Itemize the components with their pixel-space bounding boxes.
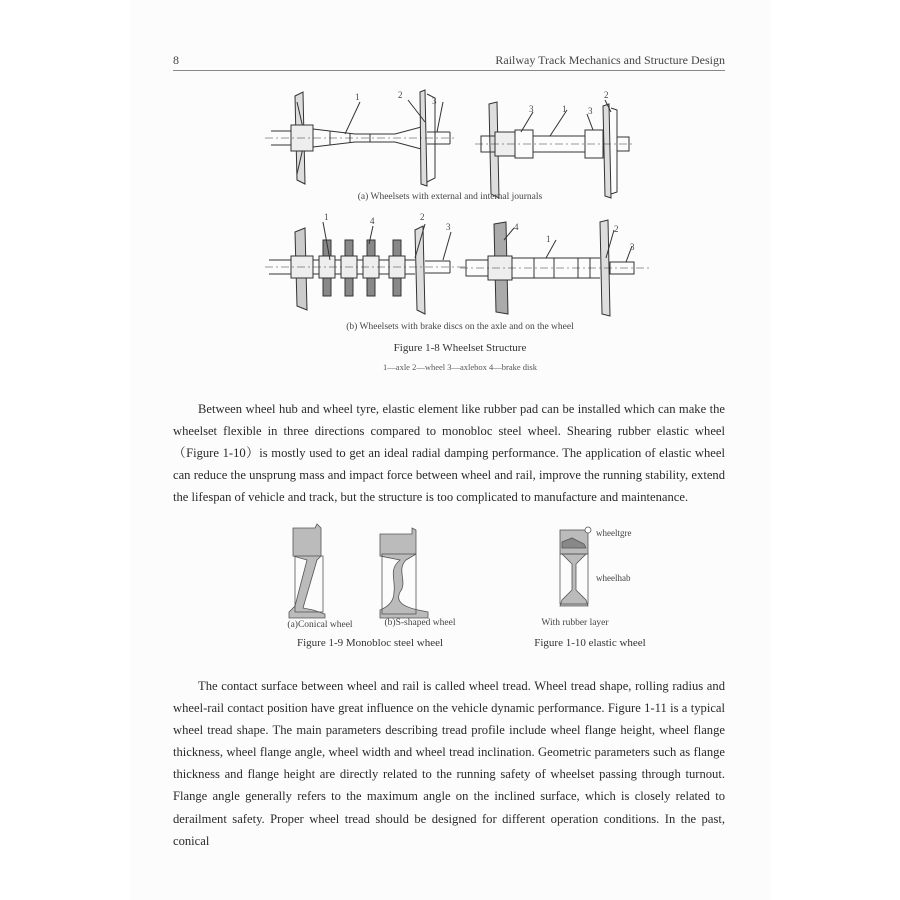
figure-1-8b-caption: (b) Wheelsets with brake discs on the axle and on the wheel [346, 322, 574, 332]
figure-1-9a-caption: (a)Conical wheel [287, 620, 353, 630]
s-shaped-wheel-drawing [378, 530, 433, 620]
callout-label: 2 [604, 90, 609, 100]
callout-label: 3 [446, 222, 451, 232]
paragraph-text: Between wheel hub and wheel tyre, elastic element like rubber pad can be installed which can make the wheelset flexible in three directions compared to monobloc steel wheel. Shearing rubber elastic wheel（Figure 1-10）is mostly used to get an ideal radial damping performance. The application of elastic wheel can reduce the unsprung mass and impact force between wheel and rail, improve the running stability, extend the lifespan of vehicle and track, but the structure is too complicated to manufacture and maintenance. [173, 402, 725, 505]
figure-1-8a-caption: (a) Wheelsets with external and internal journals [357, 192, 543, 202]
wheel-tyre-label: wheeltgre [596, 528, 632, 538]
figure-1-8-title: Figure 1-8 Wheelset Structure [393, 342, 527, 354]
page-header [173, 52, 725, 71]
figure-1-10-title: Figure 1-10 elastic wheel [534, 637, 646, 649]
elastic-wheel-drawing [558, 528, 594, 608]
callout-label: 1 [562, 104, 567, 114]
wheelset-axle-brake-discs-drawing [265, 220, 465, 316]
wheelset-external-journal-drawing [265, 88, 455, 188]
callout-label: 1 [324, 212, 329, 222]
paragraph-text: The contact surface between wheel and rail is called wheel tread. Wheel tread shape, rolling radius and wheel-rail contact position have great influence on the vehicle dynamic performance. Figure 1-11 is a typical wheel tread shape. The main parameters describing tread profile include wheel flange height, wheel flange thickness, wheel flange angle, wheel width and wheel tread inclination. Geometric parameters such as flange thickness and flange height are directly related to the running safety of wheelset passing through turnout. Flange angle generally refers to the maximum angle on the inclined surface, which is closely related to derailment safety. Proper wheel tread should be designed for different operation conditions. In the past, conical [173, 679, 725, 848]
callout-label: 3 [588, 106, 593, 116]
book-page [130, 0, 770, 900]
page-number: 8 [173, 53, 179, 67]
callout-label: 1 [355, 92, 360, 102]
callout-label: 4 [514, 222, 519, 232]
callout-label: 1 [546, 234, 551, 244]
body-paragraph-2 [173, 675, 725, 852]
callout-label: 2 [420, 212, 425, 222]
callout-label: 2 [614, 224, 619, 234]
callout-label: 3 [432, 96, 437, 106]
figure-1-9b-caption: (b)S-shaped wheel [384, 618, 456, 628]
callout-label: 3 [630, 242, 635, 252]
wheel-hub-label: wheelhab [596, 573, 631, 583]
callout-label: 3 [529, 104, 534, 114]
callout-label: 2 [398, 90, 403, 100]
wheelset-internal-journal-drawing [475, 100, 635, 200]
callout-label: 4 [370, 216, 375, 226]
wheelset-wheel-brake-discs-drawing [460, 218, 650, 318]
figure-1-9-title: Figure 1-9 Monobloc steel wheel [296, 637, 444, 649]
figure-1-10-subcaption: With rubber layer [541, 618, 609, 628]
running-title: Railway Track Mechanics and Structure Design [495, 53, 725, 67]
conical-wheel-drawing [285, 528, 335, 618]
body-paragraph-1 [173, 398, 725, 508]
figure-1-8-legend: 1—axle 2—wheel 3—axlebox 4—brake disk [383, 362, 537, 372]
